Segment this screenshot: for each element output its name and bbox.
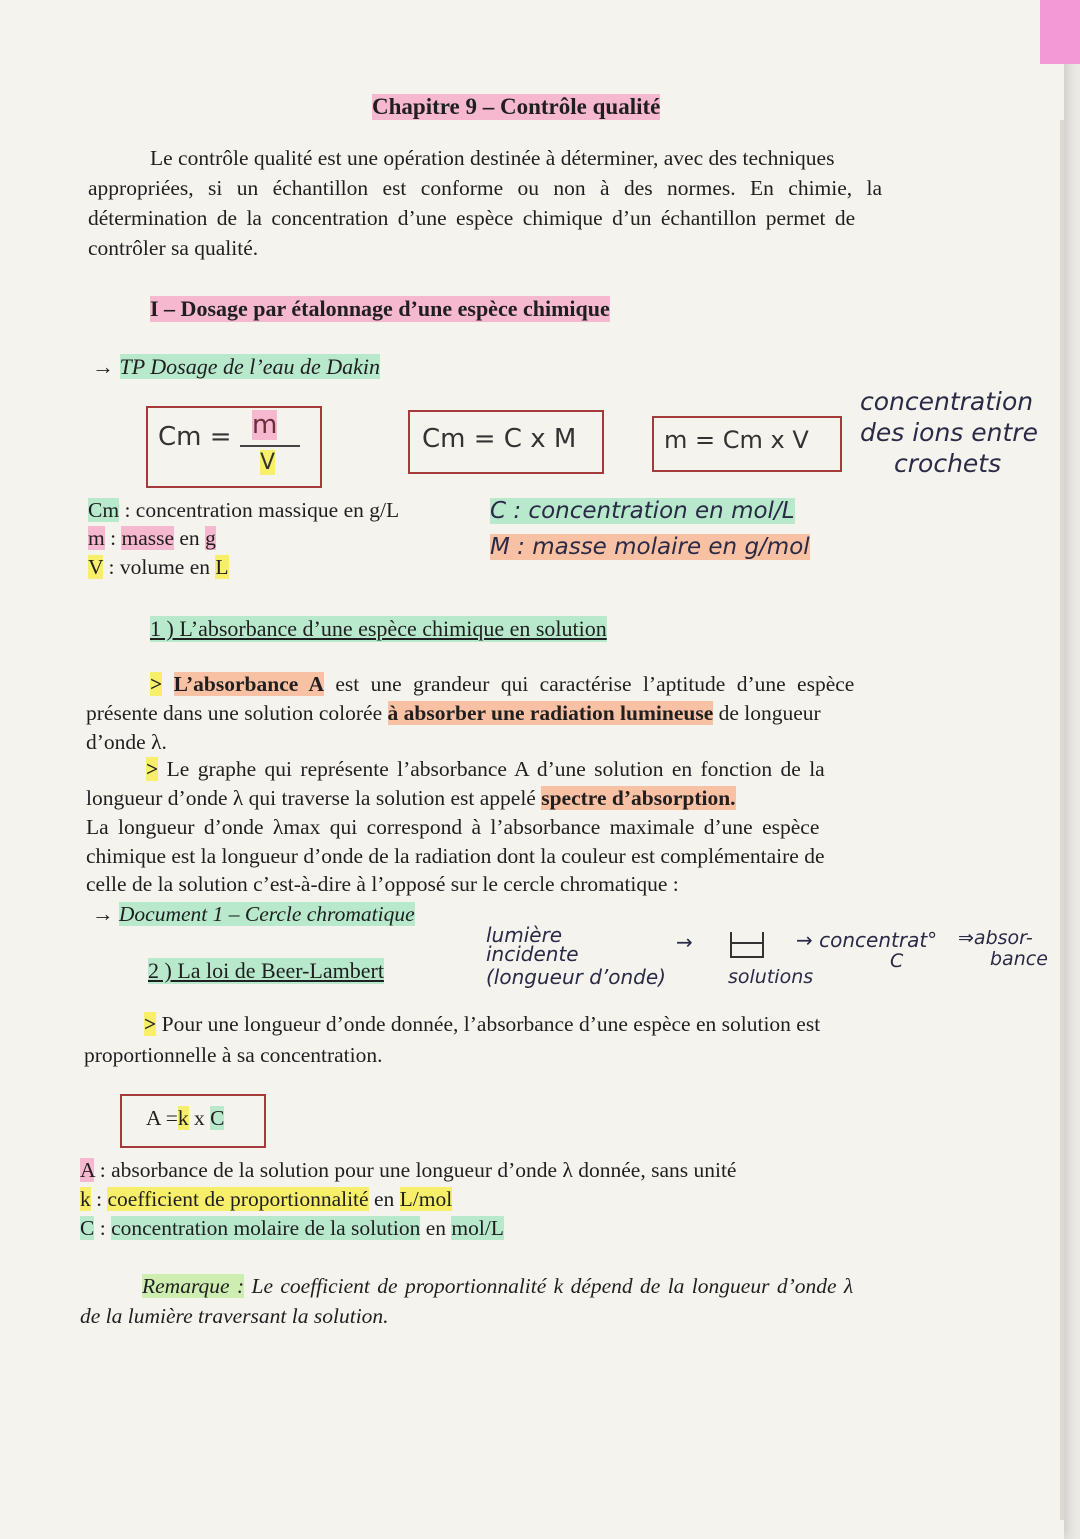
def-c-handwritten: C : concentration en mol/L	[490, 498, 795, 524]
note-line-2: des ions entre	[860, 418, 1038, 447]
def-cm-text: : concentration massique en g/L	[124, 498, 400, 522]
subsection-1-heading: 1 ) L’absorbance d’une espèce chimique en solution	[150, 616, 607, 641]
bullet-marker: >	[146, 757, 159, 781]
formula-k: k	[177, 1106, 189, 1130]
def-k-symbol: k	[80, 1187, 91, 1211]
absorb-radiation-term: à absorber une radiation lumineuse	[387, 701, 714, 725]
sub1-para2-line1	[146, 757, 825, 782]
sub2-para1-text: Pour une longueur d’onde donnée, l’absorbance d’une espèce en solution est	[161, 1012, 821, 1036]
formula-cm-c-text: Cm = C x M	[422, 424, 577, 454]
formula-box-m	[652, 416, 842, 472]
hw-lumiere: lumière	[486, 923, 563, 947]
sub1-para1-line2c: de longueur	[718, 701, 821, 725]
absorbance-term: L’absorbance A	[173, 672, 324, 696]
formula-m-text: m = Cm x V	[664, 426, 809, 454]
cuvette-icon	[730, 932, 764, 958]
def-c-colon: :	[99, 1216, 106, 1240]
formula-a: A =	[146, 1106, 178, 1130]
remark-line-2: de la lumière traversant la solution.	[80, 1304, 389, 1328]
remark-label: Remarque :	[142, 1274, 245, 1298]
remark-text-1: Le coefficient de proportionnalité k dépend de la longueur d’onde λ	[251, 1274, 854, 1298]
def-k-en: en	[373, 1187, 395, 1211]
def-a-text: : absorbance de la solution pour une longueur d’onde λ donnée, sans unité	[99, 1158, 737, 1182]
handwritten-note	[860, 386, 1038, 479]
sub1-para1-line2	[86, 701, 821, 726]
hw-light-label	[486, 923, 666, 989]
arrow-right-icon: →	[676, 930, 693, 954]
def-m	[88, 526, 216, 551]
def-m-unit: g	[205, 526, 216, 550]
def-c-unit: mol/L	[451, 1216, 504, 1240]
def-v-text: : volume en	[108, 555, 211, 579]
hw-incidente: incidente	[486, 942, 579, 966]
sub1-para1-line3: d’onde λ.	[86, 730, 167, 754]
note-line-1: concentration	[860, 387, 1034, 416]
def-cm	[88, 498, 399, 523]
def-v-unit: L	[215, 555, 229, 579]
formula-box-cm	[146, 406, 322, 488]
def-v	[88, 555, 229, 580]
def-c	[80, 1216, 504, 1241]
def-m-colon: :	[110, 526, 117, 550]
document-ref	[92, 902, 415, 927]
def-k-colon: :	[96, 1187, 103, 1211]
sub1-para3-line3: celle de la solution c’est-à-dire à l’opposé sur le cercle chromatique :	[86, 872, 679, 896]
def-k	[80, 1187, 452, 1212]
sub1-para2-line2a: longueur d’onde λ qui traverse la solution est appelé	[86, 786, 536, 810]
def-m-en: en	[179, 526, 200, 550]
def-c-en: en	[425, 1216, 447, 1240]
def-c-term: concentration molaire de la solution	[111, 1216, 421, 1240]
page-title: Chapitre 9 – Contrôle qualité	[372, 94, 661, 119]
fraction-bar	[240, 445, 300, 447]
absorption-spectrum-term: spectre d’absorption.	[541, 786, 736, 810]
arrow-right-icon: →	[796, 928, 820, 952]
sub2-para1-line1	[144, 1012, 820, 1037]
bullet-marker: >	[150, 672, 163, 696]
formula-c: C	[210, 1106, 225, 1130]
formula-x: x	[193, 1106, 205, 1130]
hw-concentration	[796, 928, 937, 952]
def-cm-symbol: Cm	[88, 498, 120, 522]
sub1-para2-line2	[86, 786, 736, 811]
hw-bance: bance	[990, 948, 1048, 970]
def-v-symbol: V	[88, 555, 104, 579]
subsection-2-heading: 2 ) La loi de Beer-Lambert	[148, 958, 384, 983]
arrow-right-icon: →	[92, 902, 119, 926]
hw-absorbance	[958, 928, 1048, 970]
page-edge	[1060, 120, 1064, 1520]
hw-solutions: solutions	[728, 966, 814, 988]
def-k-term: coefficient de proportionnalité	[107, 1187, 369, 1211]
formula-cm-denominator: V	[260, 450, 276, 475]
def-a-symbol: A	[80, 1158, 95, 1182]
sub1-para1-line2a: présente dans une solution colorée	[86, 701, 383, 725]
def-c-symbol: C	[80, 1216, 95, 1240]
hw-absor: ⇒absor-	[958, 927, 1033, 949]
intro-line-2: appropriées, si un échantillon est conforme ou non à des normes. En chimie, la	[88, 176, 883, 200]
hw-concentration-text: concentrat°	[819, 928, 938, 952]
document-title: Document 1 – Cercle chromatique	[118, 902, 415, 926]
def-a	[80, 1158, 736, 1183]
def-k-unit: L/mol	[399, 1187, 453, 1211]
def-m-symbol: m	[88, 526, 105, 550]
sub1-para3-line1: La longueur d’onde λmax qui correspond à l’absorbance maximale d’une espèce	[86, 815, 820, 839]
def-m-word: masse	[121, 526, 175, 550]
sub1-para1-line1	[150, 672, 854, 697]
intro-line-4: contrôler sa qualité.	[88, 236, 259, 260]
formula-cm-numerator: m	[252, 410, 278, 440]
bullet-marker: >	[144, 1012, 157, 1036]
beer-lambert-formula-box	[120, 1094, 266, 1148]
intro-line-1: Le contrôle qualité est une opération destinée à déterminer, avec des techniques	[150, 146, 835, 170]
def-molar-mass-handwritten: M : masse molaire en g/mol	[490, 534, 810, 560]
beer-lambert-formula	[146, 1106, 224, 1131]
sub2-para1-line2: proportionnelle à sa concentration.	[84, 1043, 383, 1067]
remark-line-1	[142, 1274, 853, 1299]
formula-box-cm-c	[408, 410, 604, 474]
tp-title: TP Dosage de l’eau de Dakin	[119, 354, 380, 379]
hw-c: C	[890, 950, 904, 972]
pink-tab-marker	[1040, 0, 1080, 64]
section-1-heading: I – Dosage par étalonnage d’une espèce chimique	[150, 296, 610, 321]
arrow-right-icon: →	[92, 354, 120, 379]
sub1-para1-rest: est une grandeur qui caractérise l’aptitude d’une espèce	[335, 672, 855, 696]
note-line-3: crochets	[894, 449, 1002, 478]
sub1-para2-text: Le graphe qui représente l’absorbance A d’une solution en fonction de la	[166, 757, 825, 781]
tp-line	[92, 354, 380, 380]
sub1-para3-line2: chimique est la longueur d’onde de la radiation dont la couleur est complémentaire de	[86, 844, 825, 868]
intro-line-3: détermination de la concentration d’une espèce chimique d’un échantillon permet de	[88, 206, 856, 230]
hw-wavelength: (longueur d’onde)	[486, 965, 666, 989]
formula-cm-lhs: Cm =	[158, 422, 232, 452]
